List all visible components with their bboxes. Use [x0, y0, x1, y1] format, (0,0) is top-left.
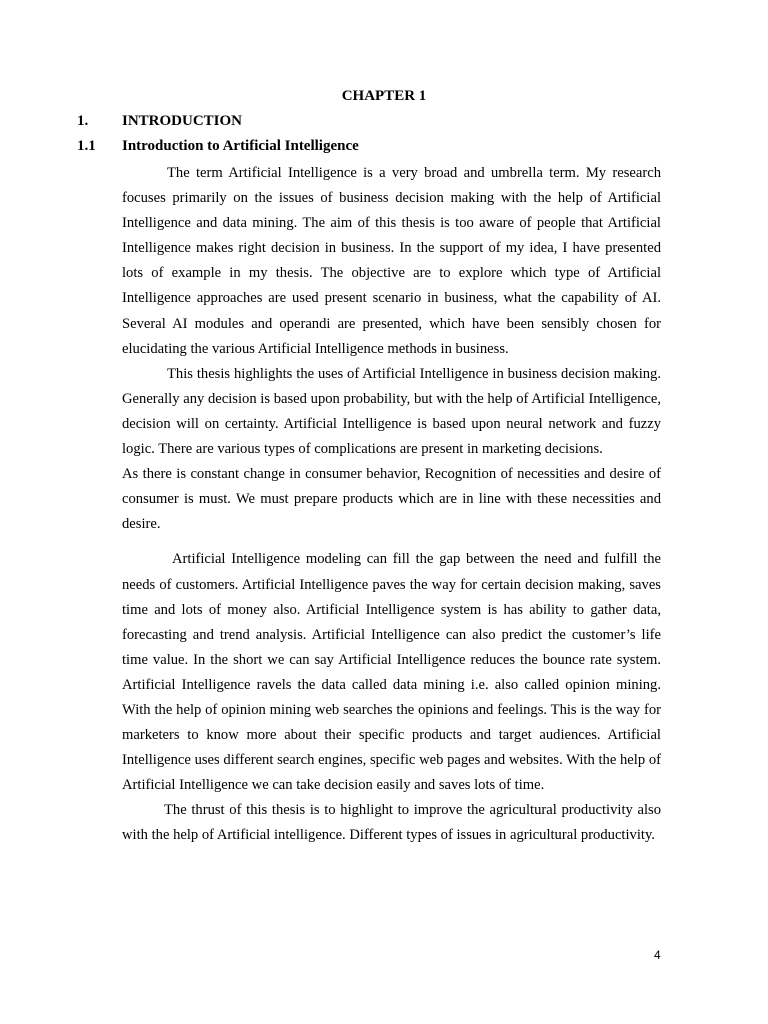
section-number: 1.1 — [77, 138, 96, 154]
paragraph: Artificial Intelligence modeling can fill the gap between the need and fulfill the needs of customers. Artificial Intelligence paves the way for certain decision making, saves time and lots of money also. Artificial Intelligence system is has ability to gather data, forecasting and trend analysis. Artificial Intelligence can also predict the customer’s life time value. In the short we can say Artificial Intelligence reduces the bounce rate system. Artificial Intelligence ravels the data called data mining i.e. also called opinion mining. With the help of opinion mining web searches the opinions and feelings. This is the way for marketers to know more about their specific products and target audiences. Artificial Intelligence uses different search engines, specific web pages and websites. With the help of Artificial Intelligence we can take decision easily and saves lots of time. — [122, 551, 661, 794]
section-heading-1-1 — [77, 138, 359, 155]
paragraph: The thrust of this thesis is to highlight to improve the agricultural productivity also with the help of Artificial intelligence. Different types of issues in agricultural productivity. — [122, 802, 661, 844]
chapter-title: CHAPTER 1 — [341, 88, 427, 104]
section-title: INTRODUCTION — [122, 113, 243, 129]
section-number: 1. — [77, 113, 89, 129]
paragraph: The term Artificial Intelligence is a very broad and umbrella term. My research focuses primarily on the issues of business decision making with the help of Artificial Intelligence and data mining. The aim of this thesis is too aware of people that Artificial Intelligence makes right decision in business. In the support of my idea, I have presented lots of example in my thesis. The objective are to explore which type of Artificial Intelligence approaches are used present scenario in business, what the capability of AI. Several AI modules and operandi are presented, which have been sensibly chosen for elucidating the various Artificial Intelligence methods in business. — [122, 165, 661, 357]
body-text — [122, 161, 661, 849]
section-heading-1 — [77, 113, 242, 130]
paragraph: As there is constant change in consumer behavior, Recognition of necessities and desire of consumer is must. We must prepare products which are in line with these necessities and desire. — [122, 466, 661, 533]
paragraph: This thesis highlights the uses of Artificial Intelligence in business decision making. Generally any decision is based upon probability, but with the help of Artificial Intelligence, decision will on certainty. Artificial Intelligence is based upon neural network and fuzzy logic. There are various types of complications are present in marketing decisions. — [122, 365, 661, 458]
page-number: 4 — [654, 948, 661, 962]
section-title: Introduction to Artificial Intelligence — [122, 138, 359, 154]
